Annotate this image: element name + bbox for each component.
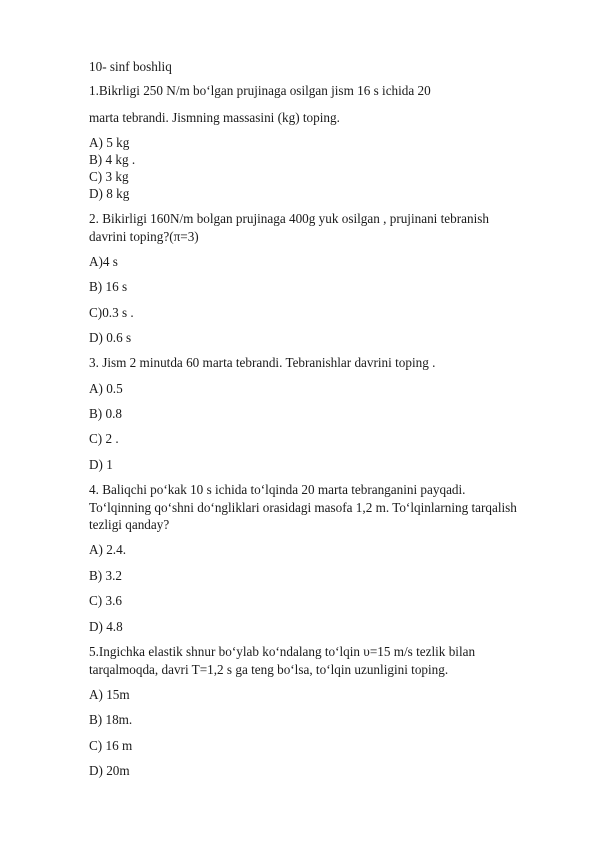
- question-2-option-d: D) 0.6 s: [89, 330, 132, 345]
- question-5-option-a: A) 15m: [89, 687, 130, 702]
- question-1-option-b: B) 4 kg .: [89, 152, 136, 167]
- question-2-line-1: 2. Bikirligi 160N/m bolgan prujinaga 400g yuk osilgan , prujinani tebranish: [89, 211, 489, 226]
- question-4-line-2: To‘lqinning qo‘shni do‘ngliklari orasidagi masofa 1,2 m. To‘lqinlarning tarqalish: [89, 500, 517, 515]
- question-5-option-c: C) 16 m: [89, 738, 133, 753]
- question-1-option-d: D) 8 kg: [89, 186, 130, 201]
- question-4-option-d: D) 4.8: [89, 619, 123, 634]
- question-5-line-1: 5.Ingichka elastik shnur bo‘ylab ko‘ndalang to‘lqin υ=15 m/s tezlik bilan: [89, 644, 476, 659]
- question-4-option-c: C) 3.6: [89, 593, 122, 608]
- question-4-line-3: tezligi qanday?: [89, 517, 170, 532]
- question-4-option-a: A) 2.4.: [89, 542, 126, 557]
- question-5-line-2: tarqalmoqda, davri T=1,2 s ga teng bo‘lsa, to‘lqin uzunligini toping.: [89, 662, 449, 677]
- question-3-line-1: 3. Jism 2 minutda 60 marta tebrandi. Tebranishlar davrini toping .: [89, 355, 436, 370]
- question-5-option-d: D) 20m: [89, 763, 130, 778]
- question-1-line-1: 1.Bikrligi 250 N/m bo‘lgan prujinaga osilgan jism 16 s ichida 20: [89, 83, 431, 98]
- question-3-option-b: B) 0.8: [89, 406, 122, 421]
- question-2-option-a: A)4 s: [89, 254, 118, 269]
- question-2-option-b: B) 16 s: [89, 279, 128, 294]
- question-1-option-c: C) 3 kg: [89, 169, 129, 184]
- document-header: 10- sinf boshliq: [89, 59, 172, 74]
- question-3-option-a: A) 0.5: [89, 381, 123, 396]
- question-3-option-d: D) 1: [89, 457, 113, 472]
- question-1-line-2: marta tebrandi. Jismning massasini (kg) toping.: [89, 110, 340, 125]
- question-1-option-a: A) 5 kg: [89, 135, 130, 150]
- question-3-option-c: C) 2 .: [89, 431, 119, 446]
- question-2-line-2: davrini toping?(π=3): [89, 229, 199, 244]
- question-2-option-c: C)0.3 s .: [89, 305, 134, 320]
- question-5-option-b: B) 18m.: [89, 712, 133, 727]
- question-4-line-1: 4. Baliqchi po‘kak 10 s ichida to‘lqinda 20 marta tebranganini payqadi.: [89, 482, 466, 497]
- question-4-option-b: B) 3.2: [89, 568, 122, 583]
